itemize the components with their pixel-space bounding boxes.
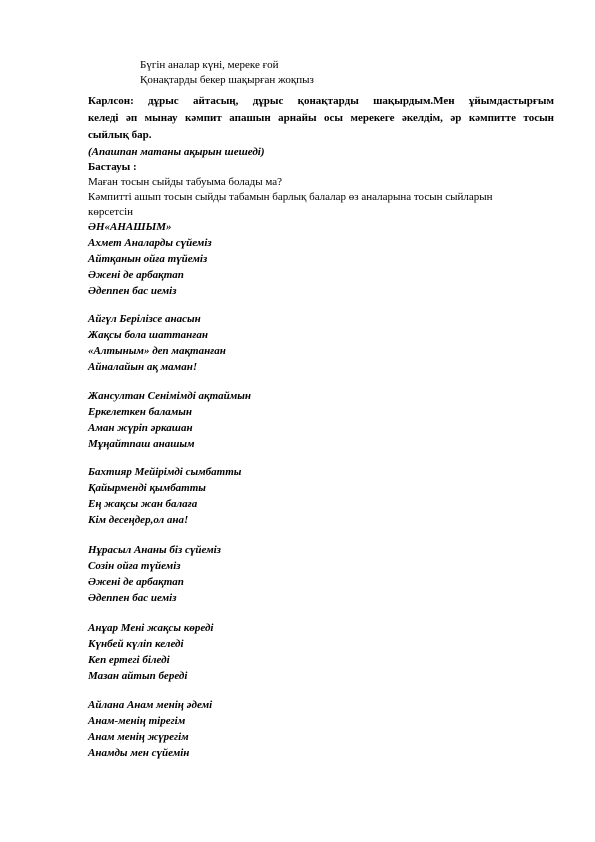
stanza-6-line-3: Кеп ертегі біледі	[88, 654, 170, 666]
stanza-3-line-4: Мұңайтпаш анашым	[88, 438, 195, 450]
stanza-7-line-1: Айлана Анам менің әдемі	[88, 699, 213, 711]
stanza-6-line-1: Анұар Мені жақсы көреді	[88, 622, 214, 634]
intro-line-2: Қонақтарды бекер шақырған жоқпыз	[140, 74, 314, 86]
stanza-2-line-1: Айгүл Берілізсе анасын	[88, 313, 201, 325]
stanza-5-line-4: Әдеппен бас иеміз	[88, 592, 177, 604]
stanza-5-line-1: Нұрасыл Ананы біз сүйеміз	[88, 544, 221, 556]
presenter-line-1: Маған тосын сыйды табуыма болады ма?	[88, 176, 283, 188]
stanza-1-line-4: Әдеппен бас иеміз	[88, 285, 177, 297]
stanza-5-line-3: Әжені де арбақтап	[88, 576, 184, 588]
stanza-7-line-3: Анам менің жүрегім	[88, 731, 189, 743]
stanza-4-line-4: Кім десеңдер,ол ана!	[88, 514, 189, 526]
stanza-3-line-2: Еркелеткен баламын	[88, 406, 193, 418]
karlson-line-3: сыйлық бар.	[88, 129, 152, 141]
stanza-3-line-3: Аман жүріп әркашан	[88, 422, 193, 434]
stanza-7-line-2: Анам-менің тірегім	[88, 715, 186, 727]
stage-note: (Апашпан матаны ақырын шешеді)	[88, 146, 265, 158]
karlson-line-1: Карлсон: дұрыс айтасың, дұрыс қонақтарды шақырдым.Мен ұйымдастырғым	[88, 95, 554, 107]
stanza-2-line-2: Жақсы бола шаттанған	[88, 329, 208, 341]
intro-line-1: Бүгін аналар күні, мереке ғой	[140, 59, 279, 71]
presenter-label: Бастауы :	[88, 161, 137, 173]
stanza-5-line-2: Созін ойға түйеміз	[88, 560, 181, 572]
stanza-2-line-4: Айналайын ақ маман!	[88, 361, 198, 373]
stanza-1-line-3: Әжені де арбақтап	[88, 269, 184, 281]
karlson-line-2: келеді әп мынау кәмпит апашын арнайы осы мерекеге әкелдім, әр кәмпитте тосын	[88, 112, 554, 124]
stanza-6-line-2: Күнбей күліп келеді	[88, 638, 184, 650]
stanza-6-line-4: Мазан айтып береді	[88, 670, 188, 682]
stanza-7-line-4: Анамды мен сүйемін	[88, 747, 190, 759]
presenter-line-2: Кәмпитті ашып тосын сыйды табамын барлық балалар өз аналарына тосын сыйларын	[88, 191, 493, 203]
song-title: ӘН«АНАШЫМ»	[88, 221, 172, 233]
stanza-4-line-3: Ең жақсы жан балаға	[88, 498, 198, 510]
stanza-3-line-1: Жансултан Сенімімді ақтаймын	[88, 390, 252, 402]
stanza-4-line-1: Бахтияр Мейірімді сымбатты	[88, 466, 242, 478]
stanza-4-line-2: Қайырменді қымбатты	[88, 482, 206, 494]
stanza-1-line-2: Айтқанын ойға түйеміз	[88, 253, 208, 265]
presenter-line-3: көрсетсін	[88, 206, 134, 218]
stanza-2-line-3: «Алтыным» деп мақтанған	[88, 345, 226, 357]
stanza-1-line-1: Ахмет Аналарды сүйеміз	[88, 237, 212, 249]
